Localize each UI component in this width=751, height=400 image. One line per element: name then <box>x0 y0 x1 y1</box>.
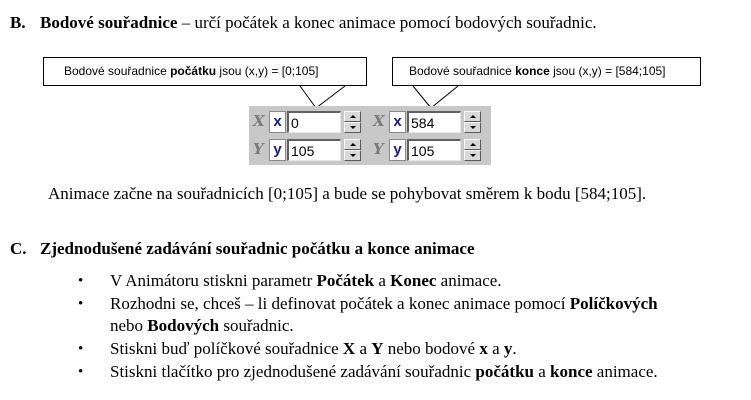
spin-up-arrow-icon[interactable] <box>344 139 361 150</box>
text: a <box>487 339 504 358</box>
start-coordinates-panel <box>249 106 371 165</box>
text: a <box>355 339 372 358</box>
spin-down-arrow-icon[interactable] <box>464 122 481 133</box>
text-bold: x <box>479 339 488 358</box>
spin-down-arrow-icon[interactable] <box>464 150 481 161</box>
section-letter: C. <box>10 239 27 258</box>
text: V Animátoru stiskni parametr <box>110 271 317 290</box>
spin-down-arrow-icon[interactable] <box>344 122 361 133</box>
callout-text-bold: počátku <box>170 64 217 78</box>
callout-text-bold: konce <box>515 64 550 78</box>
section-c-heading <box>10 239 475 259</box>
spin-down-arrow-icon[interactable] <box>344 150 361 161</box>
callout-start-pointer <box>300 86 316 108</box>
list-item <box>0 338 751 360</box>
text: souřadnic. <box>219 316 294 335</box>
text-bold: Y <box>371 339 384 358</box>
spin-up-arrow-icon[interactable] <box>344 111 361 122</box>
callout-end-pointer <box>413 86 431 108</box>
start-x-spinner[interactable] <box>344 111 361 133</box>
end-coordinates-panel <box>369 106 491 165</box>
text: a <box>374 271 391 290</box>
text-bold: počátku <box>475 362 534 381</box>
end-x-input[interactable] <box>407 111 461 133</box>
animation-description: Animace začne na souřadnicích [0;105] a bude se pohybovat směrem k bodu [584;105]. <box>48 184 647 203</box>
y-axis-icon: Y <box>253 140 264 158</box>
section-title-rest: – určí počátek a konec animace pomocí bodových souřadnic. <box>177 13 597 32</box>
start-y-input[interactable] <box>287 139 341 161</box>
section-b-heading <box>10 13 597 33</box>
start-y-spinner[interactable] <box>344 139 361 161</box>
callout-text: jsou (x,y) = [584;105] <box>549 64 666 78</box>
text: animace. <box>592 362 658 381</box>
callout-start-coordinates <box>43 57 367 86</box>
text-bold: Bodových <box>147 316 220 335</box>
bullet-icon: • <box>78 273 84 289</box>
end-y-input[interactable] <box>407 139 461 161</box>
section-letter: B. <box>10 13 26 32</box>
text-bold: Počátek <box>316 271 375 290</box>
start-y-axis-button[interactable]: y <box>269 139 286 161</box>
section-title: Zjednodušené zadávání souřadnic počátku a konce animace <box>40 239 475 258</box>
start-x-input[interactable] <box>287 111 341 133</box>
callout-text: Bodové souřadnice <box>64 64 171 78</box>
end-y-row <box>369 137 491 163</box>
text: a <box>533 362 551 381</box>
list-item <box>0 361 751 383</box>
start-y-row <box>249 137 371 163</box>
text-bold: Políčkových <box>569 294 658 313</box>
callout-end-pointer <box>431 86 458 108</box>
text: animace. <box>436 271 502 290</box>
bullet-icon: • <box>78 341 84 357</box>
bullet-icon: • <box>78 296 84 312</box>
spin-up-arrow-icon[interactable] <box>464 111 481 122</box>
text: nebo bodové <box>383 339 480 358</box>
end-y-spinner[interactable] <box>464 139 481 161</box>
y-axis-icon: Y <box>373 140 384 158</box>
x-axis-icon: X <box>253 112 265 130</box>
bullet-icon: • <box>78 364 84 380</box>
text: . <box>512 339 517 358</box>
text-bold: y <box>503 339 513 358</box>
list-item <box>0 270 751 292</box>
instruction-list <box>0 270 751 383</box>
spin-up-arrow-icon[interactable] <box>464 139 481 150</box>
section-title-bold: Bodové souřadnice <box>40 13 178 32</box>
text-bold: Konec <box>390 271 437 290</box>
callout-text: jsou (x,y) = [0;105] <box>216 64 319 78</box>
end-x-spinner[interactable] <box>464 111 481 133</box>
x-axis-icon: X <box>373 112 385 130</box>
callout-text: Bodové souřadnice <box>409 64 516 78</box>
text: Stiskni tlačítko pro zjednodušené zadávání souřadnic <box>110 362 476 381</box>
callout-end-coordinates <box>392 57 701 86</box>
text: Rozhodni se, chceš – li definovat počátek a konec animace pomocí <box>110 294 570 313</box>
callout-start-pointer <box>316 86 345 108</box>
start-x-axis-button[interactable]: x <box>269 111 286 133</box>
start-x-row <box>249 109 371 135</box>
text: nebo <box>110 316 148 335</box>
list-item <box>0 293 751 337</box>
end-y-axis-button[interactable]: y <box>389 139 406 161</box>
text-bold: X <box>342 339 356 358</box>
end-x-row <box>369 109 491 135</box>
end-x-axis-button[interactable]: x <box>389 111 406 133</box>
text-bold: konce <box>550 362 593 381</box>
text: Stiskni buď políčkové souřadnice <box>110 339 343 358</box>
